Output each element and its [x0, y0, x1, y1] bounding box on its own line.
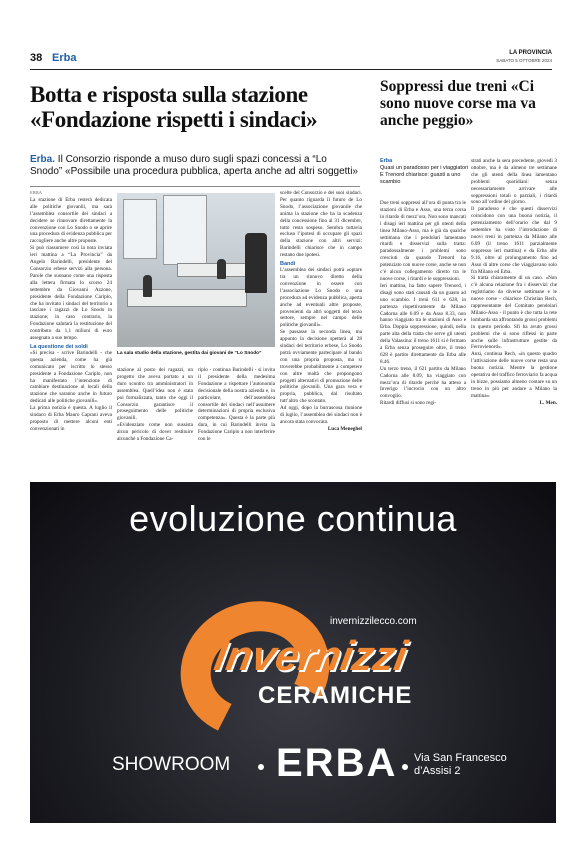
main-column-3	[198, 367, 275, 443]
side-headline: Soppressi due treni «Ci sono nuove corse ma va anche peggio»	[380, 78, 536, 129]
paragraph: L’assemblea dei sindaci potrà «optare tra un rinnovo diretto della convenzione in essere con l’associazione Lo Snodo o una procedura ad evidenza pubblica, aperta anche ad eventuali altre proposte, provenienti da altri soggetti del terzo settore, sempre nel campo delle politiche giovanili».	[280, 267, 362, 329]
main-subhead	[30, 154, 360, 178]
subhead-kicker: Erba.	[30, 154, 56, 165]
subheading: Bandi	[280, 261, 296, 268]
main-column-2	[117, 367, 193, 443]
article-divider	[30, 186, 360, 187]
ad-address-line-1: Via San Francesco	[414, 752, 507, 764]
photo-window	[123, 199, 157, 259]
page-header	[30, 50, 552, 70]
photo-window	[163, 195, 207, 265]
signature: Luca Meneghel	[327, 425, 362, 432]
separator-dot	[258, 764, 264, 770]
paragraph: Ad oggi, dopo la burrascosa riunione di luglio, l’assemblea dei sindaci non è ancora stata convocata.	[280, 405, 362, 425]
paragraph: Si può riassumere così la nota inviata ieri mattina a “La Provincia” da Angelo Barindelli, presidente del Consorzio erbese servizi alla persona. Parole che suonano come una risposta alla lettera firmata lo scorso 24 settembre da Giovanni Azzone, presidente della Fondazione Cariplo, che ha invitato i sindaci del territorio a lasciare i ragazzi de Lo Snodo in stazione; in caso contrario, la Fondazione salutarà la restituzione del contributo da 1,1 milioni di euro assegnato a suo tempo.	[30, 245, 112, 342]
side-kicker	[380, 158, 472, 186]
side-kicker-text: Quasi un paradosso per i viaggiatori E Trenord chiarisce: guasti a uno scambio	[380, 165, 469, 185]
photo-person	[143, 275, 152, 297]
separator-dot	[402, 764, 408, 770]
paragraph: Si tratta chiaramente di un caso. «Non c’è alcuna relazione fra i disservizi che registriamo da diverse settimane e le nuove corse - chiarisce Christian Rech, rappresentante del Comitato pendolari Milano-Asso - il punto è che tutta la rete lombarda sta affrontando grossi problemi in questo periodo. Sfi ha avuto grossi problemi che si sono riflessi in parte anche sulle infrastrutture gestite da Ferrovienord».	[471, 275, 557, 351]
byline: ERBA	[30, 190, 43, 195]
side-column-2	[471, 158, 557, 407]
ad-url[interactable]: invernizzilecco.com	[330, 616, 417, 627]
ad-address	[414, 752, 507, 778]
masthead	[496, 50, 552, 64]
ad-showroom: SHOWROOM	[112, 754, 231, 775]
main-column-4	[280, 190, 362, 433]
paragraph: Anzi, continua Rech, «in questo quadro l’attivazione delle nuove corse resta una buona notizia. Mentre la gestione operativa del traffico ferroviario fa acqua in bizze, possiamo almeno contare su un treno in più per andare a Milano la mattina».	[471, 351, 557, 399]
masthead-name: LA PROVINCIA	[509, 50, 552, 56]
paragraph: Il paradosso è che questi disservizi coincidono con una buona notizia, il potenziamento dell’orario che dal 9 settembre ha visto l’introduzione di nuovi treni in partenza da Milano alle 6.09 (il treno 1611 parzialmente soppresso ieri mattina) e da Erba alle 9.16, oltre al prolungamento fino ad Asso di altre corse che viaggiavano solo fra Milano ed Erba.	[471, 206, 557, 275]
paragraph: Ritardi diffusi si sono regi-	[380, 400, 437, 407]
paragraph: «Evidenziato come non sussista alcun pericolo di dover restituire alcunché a Fondazione Ca-	[117, 422, 193, 443]
paragraph: Se passasse la seconda linea, ma appunto la decisione spetterà al 28 sindaci del territorio erbese, Lo Snodo potrà ovviamente partecipare al bando con una propria proposta, ma si troverebbe probabilmente a competere con altre realtà che propongono progetti alternativi di promozione delle politiche giovanili. Una gara vera e propria, pubblica, dal risultato tutt’altro che scontato.	[280, 329, 362, 405]
paragraph: strati anche la sera precedente, giovedì 3 ottobre, ma è da almeno tre settimane che gli utenti della linea lamentano problemi quotidiani: senza necessariamente arrivare alle soppressioni totali o parziali, i ritardi sono all’ordine del giorno.	[471, 158, 557, 206]
issue-date: SABATO 5 OTTOBRE 2024	[496, 58, 552, 63]
paragraph: La stazione di Erba resterà dedicata alle politiche giovanili, ma sarà l’assemblea consortile dei sindaci a decidere se rinnovare direttamente la convenzione con Lo Snodo o se aprire una procedura di evidenza pubblica per raccogliere anche altre proposte.	[30, 196, 112, 245]
main-column-1	[30, 190, 112, 433]
subheading: La questione dei soldi	[30, 343, 88, 350]
main-headline: Botta e risposta sulla stazione «Fondazione rispetti i sindaci»	[30, 82, 318, 132]
photo-caption: La sala studio della stazione, gestita dai giovani de “Lo Snodo”	[117, 351, 262, 356]
paragraph: riplo - continua Barindelli - si invita il presidente della medesima Fondazione a rispettare l’autonomia decisionale della nostra azienda e, in particolare, dell’assemblea consortile dei sindaci nell’assumere determinazioni di propria esclusiva competenza». Questa è la parte più dura, in cui Barindelli invita la Fondazione Cariplo a non interferire con le	[198, 367, 275, 443]
side-column-1	[380, 200, 466, 407]
section-title: Erba	[52, 52, 77, 64]
signature: L. Men.	[539, 399, 557, 406]
ad-address-line-2: d’Assisi 2	[414, 765, 461, 777]
paragraph: stazione al posto dei ragazzi, un progetto che aveva portato a un duro scontro tra amministratori in assemblea. Quell’idea non è stata poi formalizzata, tanto che oggi il Consorzio garantisce il proseguimento delle politiche giovanili.	[117, 367, 193, 422]
paragraph: Un terzo treno, il 621 partito da Milano Cadorna alle 8.09, ha viaggiato con mezz’ora di ritardo perché ha atteso a Inverigo l’incrocio con un altro convoglio.	[380, 365, 466, 400]
paragraph: La prima notizia è questa. A luglio il sindaco di Erba Mauro Caprani aveva proposto di mettere alcuni enti convenzionati in	[30, 405, 112, 432]
photo-person	[245, 233, 267, 293]
ad-city: ERBA	[276, 741, 398, 785]
photo-person	[217, 259, 226, 279]
page-number: 38	[30, 52, 43, 64]
subhead-text: Il Consorzio risponde a muso duro sugli spazi concessi a “Lo Snodo” «Possibile una procedura pubblica, aperta anche ad altri soggetti»	[30, 154, 358, 177]
paragraph: «Si precisa - scrive Barindelli - che questa azienda, come ha già comunicato per iscritto lo stesso presidente a Fondazione Cariplo, non ha manifestato l’intenzione di cambiare destinazione al locali della stazione che saranno anche in futuro dedicati alle politiche giovanili».	[30, 349, 112, 405]
paragraph: Ieri mattina, ha fatto sapere Trenord, i disagi sono stati causati da un guasto ad uno scambio. I treni 611 e 628, in partenza rispettivamente da Milano Cadorna alle 6.09 e da Asso 8.33, non hanno viaggiato tra le stazioni di Asso e Erba. Doppia soppressione, quindi, nella parte alta della tratta che serve gli utenti della Valassina: il treno 1611 si è fermato a Erba senza proseguire oltre, il treno 628 è partito direttamente da Erba alle 8.46.	[380, 282, 466, 365]
ad-product: CERAMICHE	[258, 682, 413, 709]
ad-headline: evoluzione continua	[129, 498, 457, 539]
photo-table	[177, 263, 247, 277]
article-photo	[117, 193, 275, 347]
advertisement[interactable]	[30, 482, 556, 823]
side-kicker-place: Erba	[380, 158, 393, 164]
brand-logo: Invernizzi	[210, 632, 411, 679]
paragraph: scelte del Consorzio e dei suoi sindaci. Per quanto riguarda il futuro de Lo Snodo, l’associazione giovanile che anima la stazione che ha la scadenza della concessione fino al 31 dicembre, tutto resta sospeso. Sembra tuttavia escluso l’ipotesi di occupare gli spazi della stazione con altri servizi: Barindelli chiarisce che in campo restano due ipotesi.	[280, 190, 362, 259]
paragraph: Due treni soppressi all’ora di punta tra le stazioni di Erba e Asso, una terza corsa in ritardo di mezz’ora. Non sono mancati i disagi ieri mattina per gli utenti della linea Milano-Asso, ma è già da qualche settimana che i pendolari lamentano ritardi e disservizi sulla tratta: paradossalmente i problemi sono cresciuti da quando Trenord ha potenziato con nuove corse, anche se non c’è alcun collegamento diretto tra le nuove corse, i ritardi e le soppressioni.	[380, 200, 466, 282]
